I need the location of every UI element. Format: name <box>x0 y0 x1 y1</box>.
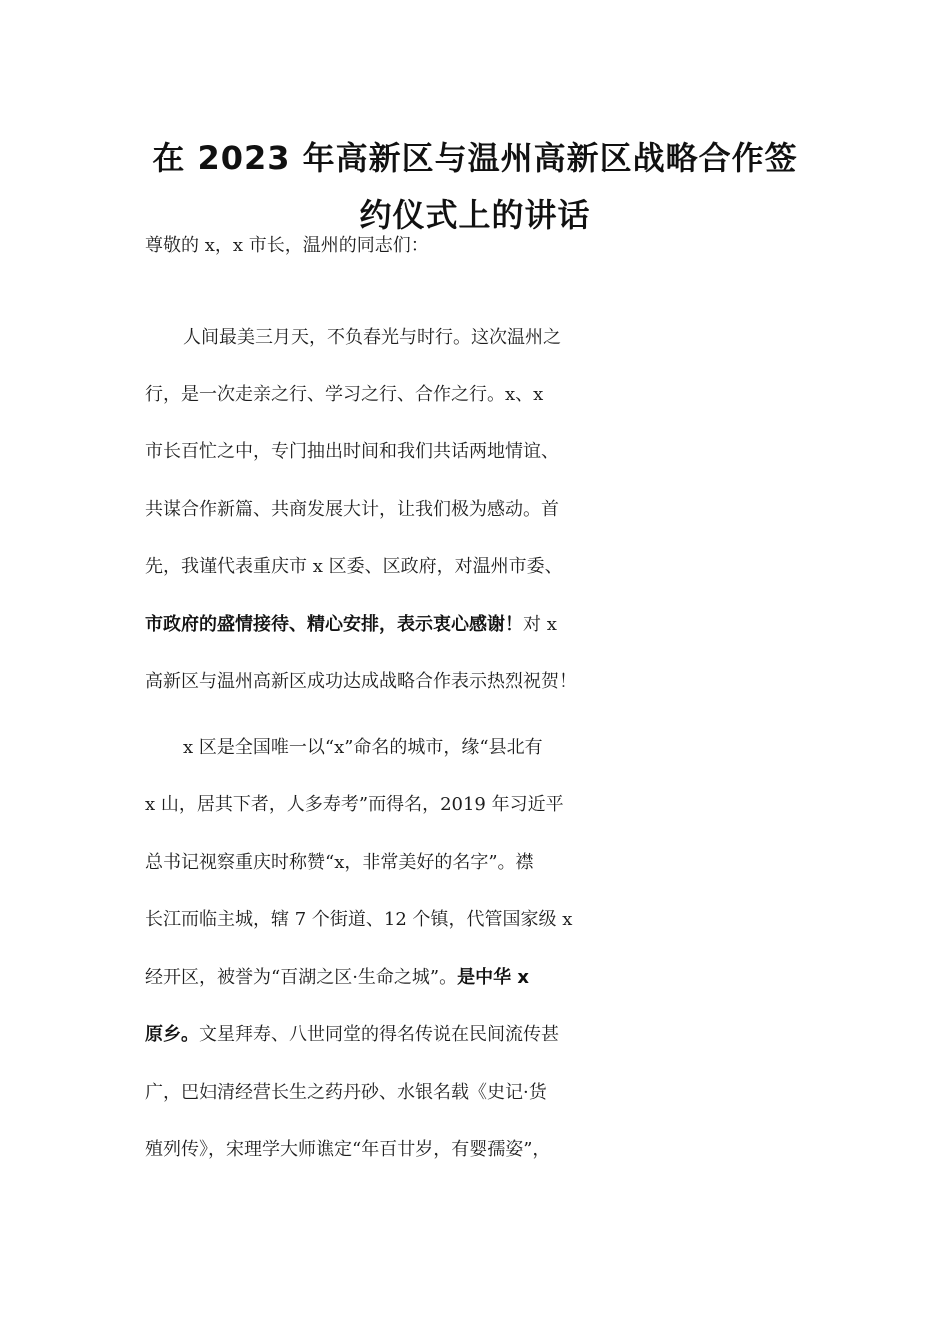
bold-segment: 原乡。 <box>145 1024 199 1045</box>
paragraph-line <box>145 967 825 989</box>
paragraph-line: x 山，居其下者，人多寿考”而得名，2019 年习近平 <box>145 794 564 815</box>
paragraph-line: 先，我谨代表重庆市 x 区委、区政府，对温州市委、 <box>145 556 563 577</box>
text-segment: 文星拜寿、八世同堂的得名传说在民间流传甚 <box>199 1024 559 1045</box>
paragraph-line: 共谋合作新篇、共商发展大计，让我们极为感动。首 <box>145 499 559 520</box>
paragraph-line: 人间最美三月天，不负春光与时行。这次温州之 <box>183 327 561 348</box>
document-title-line-1: 在 2023 年高新区与温州高新区战略合作签 <box>152 139 798 177</box>
document-title-line-2: 约仪式上的讲话 <box>359 196 591 234</box>
salutation: 尊敬的 x，x 市长，温州的同志们： <box>145 235 429 256</box>
text-segment: 对 x <box>523 614 557 635</box>
paragraph-line: 广，巴妇清经营长生之药丹砂、水银名载《史记·货 <box>145 1082 547 1103</box>
paragraph-line: 总书记视察重庆时称赞“x，非常美好的名字”。襟 <box>145 852 534 873</box>
bold-segment: 是中华 x <box>457 967 530 988</box>
paragraph-line: 市长百忙之中，专门抽出时间和我们共话两地情谊、 <box>145 441 559 462</box>
paragraph-line <box>145 614 825 636</box>
paragraph-line: 行，是一次走亲之行、学习之行、合作之行。x、x <box>145 384 544 405</box>
paragraph-line: 殖列传》，宋理学大师谯定“年百廿岁，有婴孺姿”， <box>145 1139 551 1160</box>
bold-segment: 市政府的盛情接待、精心安排，表示衷心感谢！ <box>145 614 523 635</box>
paragraph-line: 高新区与温州高新区成功达成战略合作表示热烈祝贺！ <box>145 671 577 692</box>
paragraph-line <box>145 1024 825 1046</box>
paragraph-line: 长江而临主城，辖 7 个街道、12 个镇，代管国家级 x <box>145 909 573 930</box>
text-segment: 经开区，被誉为“百湖之区·生命之城”。 <box>145 967 458 988</box>
paragraph-line: x 区是全国唯一以“x”命名的城市，缘“县北有 <box>183 737 543 758</box>
